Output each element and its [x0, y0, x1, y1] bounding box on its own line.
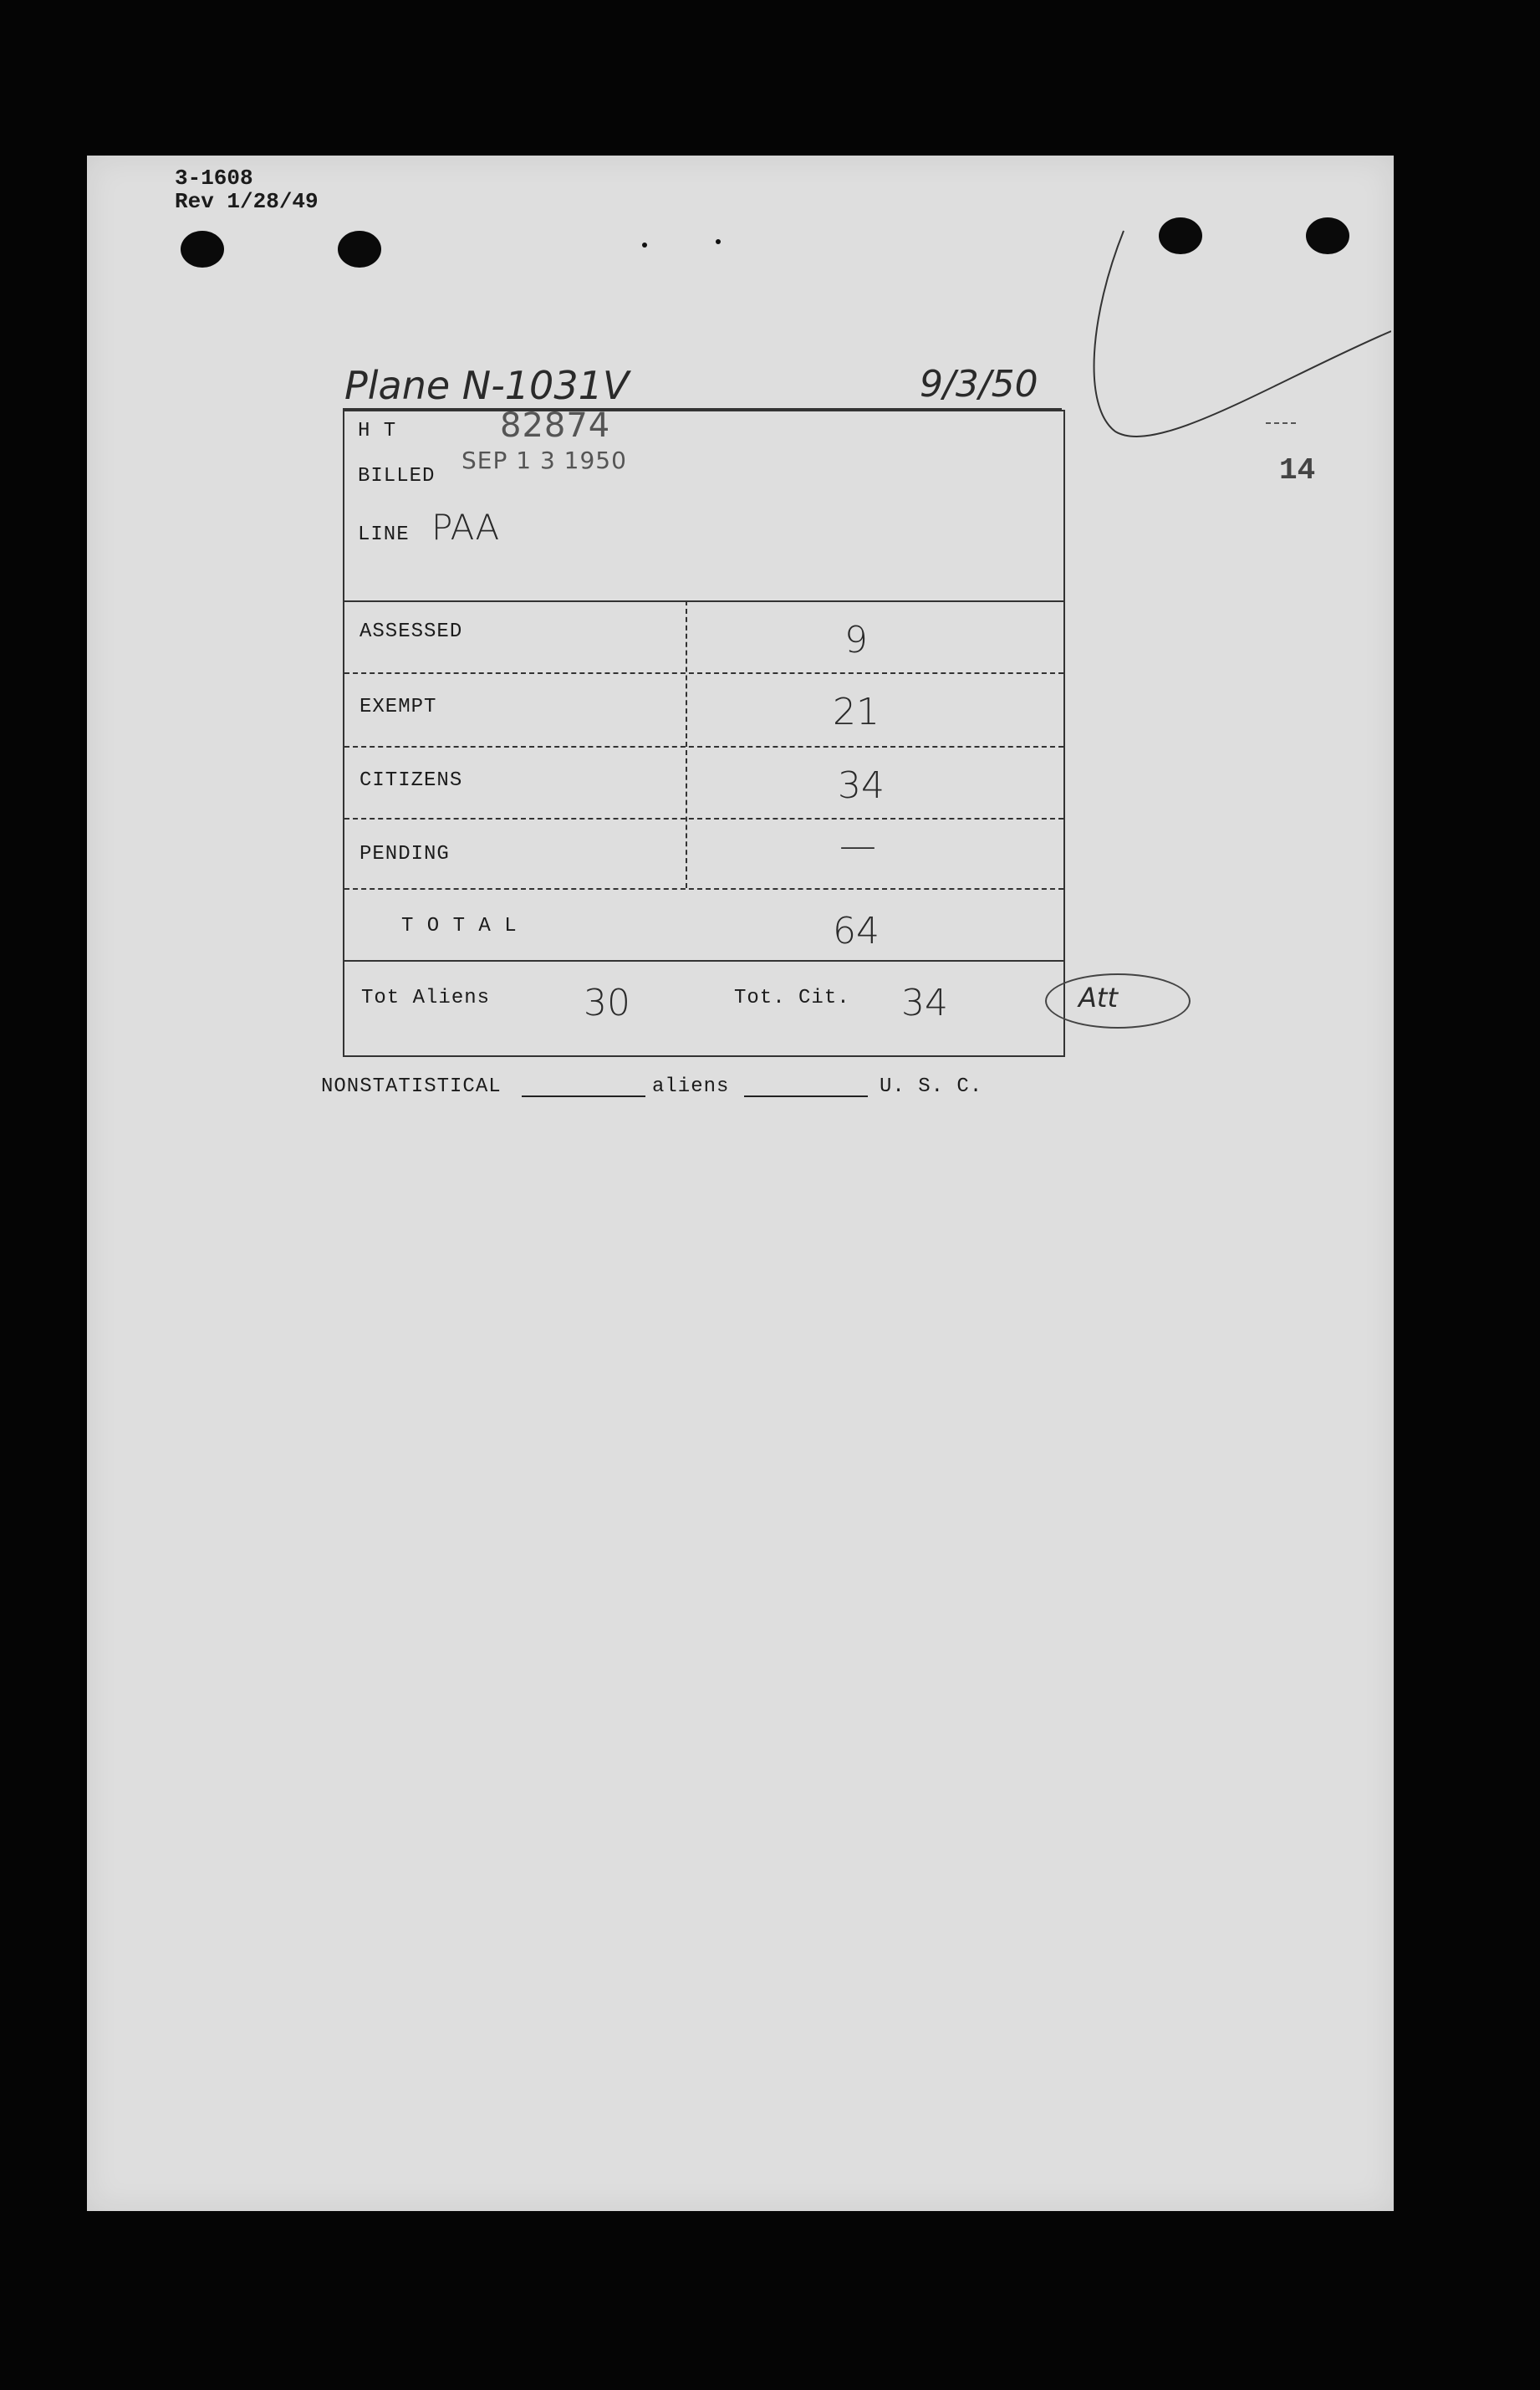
divider	[344, 672, 1063, 674]
citizens-label: CITIZENS	[360, 769, 463, 792]
exempt-value: 21	[833, 691, 880, 733]
pending-value: —	[839, 825, 876, 867]
form-box	[343, 406, 1065, 1057]
billed-label: BILLED	[358, 465, 436, 488]
pending-label: PENDING	[360, 843, 450, 866]
page-number: 14	[1279, 453, 1316, 488]
line-label: LINE	[358, 523, 410, 546]
initials-handwritten: Att	[1079, 982, 1118, 1014]
nonstatistical-blank	[522, 1095, 645, 1097]
plane-label-handwritten: Plane N-1031V	[344, 363, 630, 408]
divider	[344, 818, 1063, 820]
divider	[344, 888, 1063, 890]
divider	[344, 960, 1063, 962]
speck	[716, 239, 721, 244]
date-handwritten: 9/3/50	[920, 363, 1038, 406]
assessed-label: ASSESSED	[360, 620, 463, 643]
form-number: 3-1608	[175, 166, 253, 191]
tot-cit-label: Tot. Cit.	[734, 987, 850, 1009]
usc-label: U. S. C.	[880, 1075, 983, 1098]
total-label: T O T A L	[401, 915, 518, 937]
divider	[344, 746, 1063, 748]
document-page	[87, 156, 1394, 2211]
form-revision: Rev 1/28/49	[175, 189, 319, 214]
aliens-blank	[744, 1095, 868, 1097]
column-divider	[686, 600, 687, 888]
pencil-curve-mark	[1057, 214, 1391, 490]
initials-circle	[1045, 973, 1191, 1029]
speck	[642, 243, 647, 248]
tot-aliens-label: Tot Aliens	[361, 987, 491, 1009]
nonstatistical-label: NONSTATISTICAL	[321, 1075, 502, 1098]
divider	[344, 600, 1063, 602]
punch-hole-left-2	[338, 231, 381, 268]
total-value: 64	[833, 910, 880, 952]
line-value-handwritten: PAA	[431, 507, 500, 548]
assessed-value: 9	[844, 619, 868, 661]
tot-aliens-value: 30	[584, 982, 630, 1024]
citizens-value: 34	[838, 764, 885, 807]
aliens-label: aliens	[652, 1075, 730, 1098]
exempt-label: EXEMPT	[360, 696, 437, 718]
punch-hole-left-1	[181, 231, 224, 268]
tot-cit-value: 34	[901, 982, 948, 1024]
ht-label: H T	[358, 420, 397, 442]
billed-date-stamp: SEP 1 3 1950	[461, 447, 627, 474]
ht-value-stamp: 82874	[500, 406, 611, 445]
